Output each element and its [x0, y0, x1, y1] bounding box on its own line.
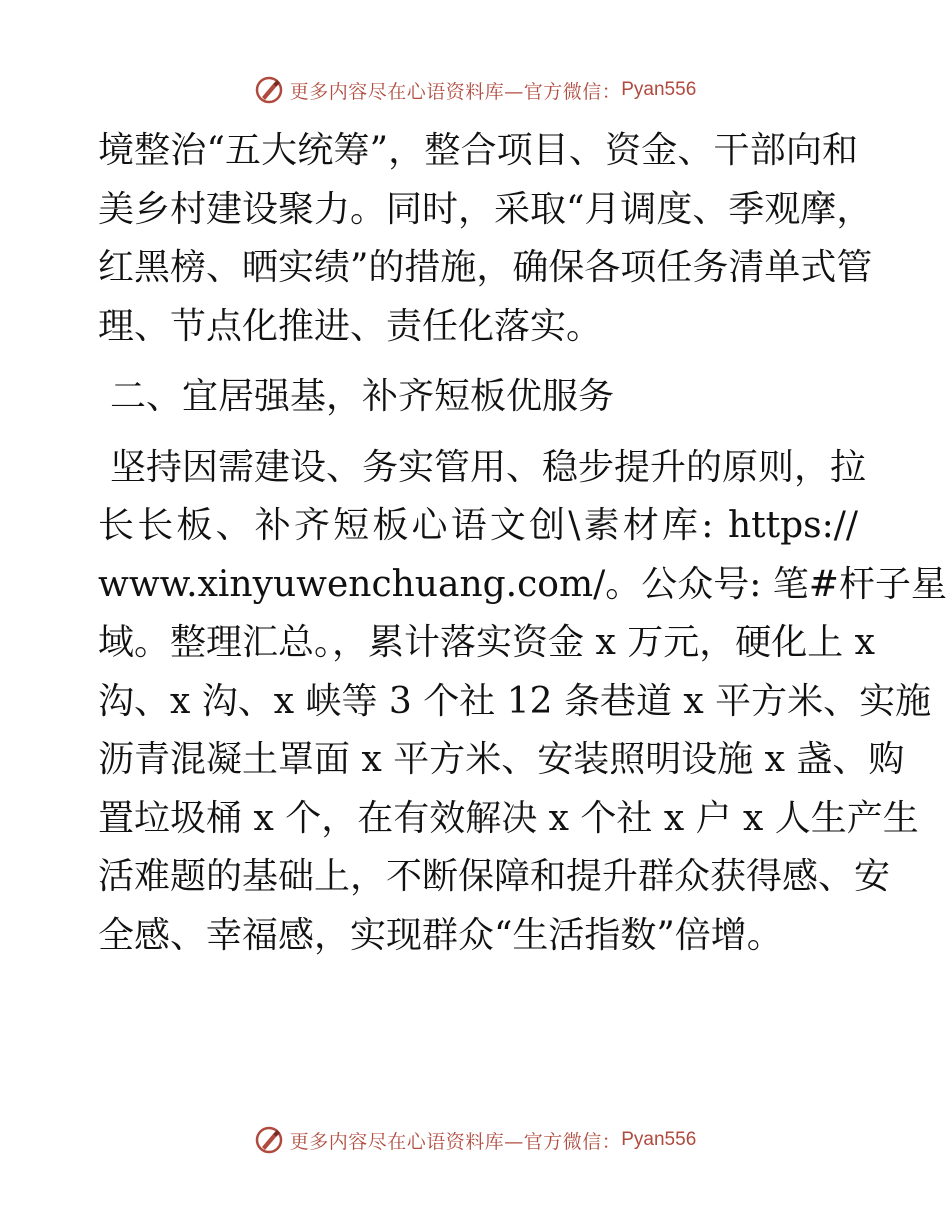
- paragraph-line: 理、节点化推进、责任化落实。: [98, 305, 603, 347]
- paragraph-line: 长长板、补齐短板心语文创\素材库: https://: [98, 505, 858, 546]
- section-heading: 二、宜居强基，补齐短板优服务: [110, 376, 615, 417]
- fountain-pen-logo-icon: [254, 1125, 284, 1155]
- paragraph-line: 坚持因需建设、务实管用、稳步提升的原则，拉: [110, 446, 867, 488]
- document-body: [98, 122, 947, 965]
- paragraph-line: 活难题的基础上，不断保障和提升群众获得感、安: [98, 856, 891, 897]
- paragraph-line: 境整治“五大统筹”，整合项目、资金、干部向和: [98, 130, 858, 171]
- fountain-pen-logo-icon: [254, 75, 284, 105]
- wechat-id: Pyan556: [621, 1129, 697, 1150]
- paragraph-line: 置垃圾桶 x 个，在有效解决 x 个社 x 户 x 人生产生: [98, 797, 919, 839]
- paragraph-line: 美乡村建设聚力。同时，采取“月调度、季观摩，: [98, 188, 873, 230]
- paragraph-line: www.xinyuwenchuang.com/。公众号: 笔#杆子星: [98, 563, 947, 605]
- footer-banner: [0, 1120, 950, 1160]
- paragraph-line: 沥青混凝土罩面 x 平方米、安装照明设施 x 盏、购: [98, 739, 905, 780]
- paragraph-line: 全感、幸福感，实现群众“生活指数”倍增。: [98, 914, 783, 956]
- header-banner: [0, 70, 950, 110]
- paragraph-line: 沟、x 沟、x 峡等 3 个社 12 条巷道 x 平方米、实施: [98, 680, 932, 722]
- paragraph-line: 红黑榜、晒实绩”的措施，确保各项任务清单式管: [98, 247, 873, 288]
- wechat-id: Pyan556: [621, 79, 697, 100]
- banner-text: 更多内容尽在心语资料库—官方微信：: [289, 1130, 622, 1153]
- paragraph-line: 域。整理汇总。，累计落实资金 x 万元，硬化上 x: [98, 622, 875, 663]
- banner-text: 更多内容尽在心语资料库—官方微信：: [289, 80, 622, 103]
